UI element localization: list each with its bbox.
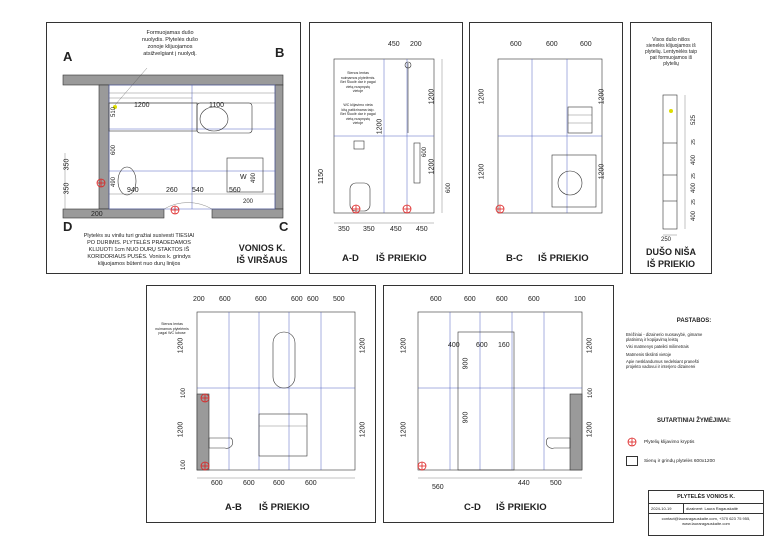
bc-dim-side-1200c: 1200 xyxy=(598,88,606,105)
ab-dim-top-600b: 600 xyxy=(255,296,267,303)
cd-view-drawing xyxy=(384,286,613,522)
bc-dim-side-1200b: 1200 xyxy=(478,163,486,180)
top-view-title-1: VONIOS K. xyxy=(238,243,286,253)
bc-title-suffix: IŠ PRIEKIO xyxy=(538,253,589,264)
ab-title-suffix: IŠ PRIEKIO xyxy=(259,502,310,513)
niche-panel xyxy=(630,22,712,274)
cd-dim-top-100: 100 xyxy=(574,296,586,303)
dim-260: 260 xyxy=(166,187,178,194)
legend-row-tiles xyxy=(626,456,762,466)
cd-dim-top-600d: 600 xyxy=(528,296,540,303)
cd-door-dim-160: 160 xyxy=(498,342,510,349)
dim-350a: 350 xyxy=(63,158,71,171)
ad-title: A-D xyxy=(342,253,359,264)
ab-dim-top-600c: 600 xyxy=(291,296,303,303)
project-date: 2024-10-19 xyxy=(649,504,684,513)
ab-dim-side-1200d: 1200 xyxy=(359,421,367,438)
contact-info: contact@lauraragauskaite.com, +370 623 75 955, www.lauraragauskaite.com xyxy=(661,516,751,526)
niche-dim-400a: 400 xyxy=(691,154,698,166)
dim-540: 540 xyxy=(192,187,204,194)
ab-dim-top-600a: 600 xyxy=(219,296,231,303)
corner-a: A xyxy=(63,49,73,64)
ab-dim-top-200: 200 xyxy=(193,296,205,303)
ab-dim-side-1200a: 1200 xyxy=(177,337,185,354)
cd-title: C-D xyxy=(464,502,481,513)
ab-dim-bottom-600c: 600 xyxy=(273,480,285,487)
ad-dim-side-1200c: 1200 xyxy=(376,118,384,135)
dim-1200: 1200 xyxy=(134,102,150,109)
ab-dim-bottom-600d: 600 xyxy=(305,480,317,487)
tile-swatch-icon xyxy=(626,456,638,466)
svg-text:W: W xyxy=(240,174,247,181)
bc-view-panel xyxy=(469,22,623,274)
niche-note: Visos dušo nišos sienelės klijuojamos iš plytelių. Lentynėlės taip pat formuojamos iš plytelių xyxy=(645,37,697,67)
ab-dim-top-500: 500 xyxy=(333,296,345,303)
niche-title: DUŠO NIŠA xyxy=(645,247,696,257)
niche-dim-25b: 25 xyxy=(690,173,697,179)
shower-note: Formuojamas dušo nuolydis. Plytelės dušo zonoje klijuojamos atsižvelgiant į nuolydį. xyxy=(142,30,198,57)
corner-b: B xyxy=(275,45,285,60)
notes-heading: PASTABOS: xyxy=(676,318,712,324)
cd-dim-bottom-440: 440 xyxy=(518,480,530,487)
ab-dim-side-1200b: 1200 xyxy=(177,421,185,438)
top-view-panel xyxy=(46,22,301,274)
wall-bottom-right xyxy=(212,209,283,218)
dim-200b: 200 xyxy=(243,199,254,205)
cd-dim-top-600a: 600 xyxy=(430,296,442,303)
legend-item-tiles: Sienų ir grindų plytelės 600x1200 xyxy=(644,458,715,464)
ad-dim-top-200: 200 xyxy=(410,41,422,48)
dim-940: 940 xyxy=(127,187,139,194)
niche-dim-400c: 400 xyxy=(691,210,698,222)
ab-view-panel xyxy=(146,285,376,523)
dim-350b: 350 xyxy=(63,182,71,195)
title-block-row xyxy=(649,504,763,514)
legend-section xyxy=(626,418,762,466)
wall-right xyxy=(275,85,283,209)
ad-view-panel xyxy=(309,22,463,274)
bc-dim-side-1200a: 1200 xyxy=(478,88,486,105)
ad-dim-side-1200a: 1200 xyxy=(428,88,436,105)
dim-1100: 1100 xyxy=(209,102,225,109)
top-view-title-2: IŠ VIRŠAUS xyxy=(236,255,288,265)
floor-note: Plytelės su vinilu turi gražiai susivesti TIESIAI PO DURIMIS. PLYTELĖS PRADEDAMOS KLIJUOTI 1cm NUO DURŲ STAKTOS IŠ KORIDORIAUS PUSĖS. Vonios k. grindys klijuojamos būtent nuo durų linijos xyxy=(83,233,195,267)
bc-view-drawing xyxy=(470,23,622,273)
legend-item-direction: Plytelių klijavimo kryptis xyxy=(644,439,695,445)
bc-dim-top-600b: 600 xyxy=(546,41,558,48)
dim-490b: 490 xyxy=(251,172,258,184)
dim-600: 600 xyxy=(111,144,118,156)
dim-200: 200 xyxy=(91,211,103,218)
ad-dim-bottom-450a: 450 xyxy=(390,226,402,233)
niche-title-suffix: IŠ PRIEKIO xyxy=(646,259,695,269)
cd-dim-side-1200c: 1200 xyxy=(586,337,594,354)
cd-dim-side-1200b: 1200 xyxy=(400,421,408,438)
legend-row-direction xyxy=(626,436,762,448)
ad-note-1: Stenos lentas nuimamos plytelėmis. Bet Šiuolė dar ir pagal vietą nuspręstų vietoje xyxy=(340,71,376,93)
wall-bottom-left xyxy=(63,209,164,218)
ab-dim-top-600d: 600 xyxy=(307,296,319,303)
project-title: PLYTELĖS VONIOS K. xyxy=(649,491,763,504)
notes-item-2: Visi matmenys pateikti milimetrais xyxy=(626,344,689,350)
wall-top xyxy=(63,75,283,85)
corner-d: D xyxy=(63,219,73,234)
ab-dim-side-100a: 100 xyxy=(181,387,188,399)
ad-note-2: WC klijavimo vieta kitą patikrinama taip. Bet Šiuolė dar ir pagal vietą nuspręstų vietoje xyxy=(340,103,376,125)
cd-door-dim-400: 400 xyxy=(448,342,460,349)
ab-dim-side-1200c: 1200 xyxy=(359,337,367,354)
ab-dim-side-100b: 100 xyxy=(181,459,188,471)
bc-dim-top-600c: 600 xyxy=(580,41,592,48)
niche-dim-25a: 25 xyxy=(690,139,697,145)
cd-mid-dim-900b: 900 xyxy=(462,411,470,424)
wall-left xyxy=(99,85,109,209)
cd-dim-bottom-560: 560 xyxy=(432,484,444,491)
tile-direction-icon xyxy=(626,436,638,448)
bc-title: B-C xyxy=(506,253,523,264)
ad-dim-side-1200b: 1200 xyxy=(428,158,436,175)
corner-c: C xyxy=(279,219,289,234)
legend-heading: SUTARTINIAI ŽYMĖJIMAI: xyxy=(657,418,731,424)
cd-view-panel xyxy=(383,285,614,523)
ad-dim-side-600a: 600 xyxy=(422,146,429,158)
title-block xyxy=(648,490,764,536)
cd-dim-bottom-500: 500 xyxy=(550,480,562,487)
cd-dim-top-600c: 600 xyxy=(496,296,508,303)
ad-dim-top-450: 450 xyxy=(388,41,400,48)
ad-dim-side-600b: 600 xyxy=(446,182,453,194)
ad-dim-side-1150: 1150 xyxy=(318,168,326,185)
ab-title: A-B xyxy=(225,502,242,513)
ad-view-drawing xyxy=(310,23,462,273)
ad-title-suffix: IŠ PRIEKIO xyxy=(376,253,427,264)
cd-title-suffix: IŠ PRIEKIO xyxy=(496,502,547,513)
ad-dim-bottom-450b: 450 xyxy=(416,226,428,233)
bc-dim-top-600a: 600 xyxy=(510,41,522,48)
cd-door-dim-600: 600 xyxy=(476,342,488,349)
cd-dim-side-1200a: 1200 xyxy=(400,337,408,354)
cd-dim-side-1200d: 1200 xyxy=(586,421,594,438)
ab-note: Stenos lentas nuimamos plytelėmis pagal WC lubose xyxy=(155,322,189,335)
dim-490: 490 xyxy=(111,176,118,188)
ab-dim-bottom-600a: 600 xyxy=(211,480,223,487)
designer-name: dizainerė: Laura Ragauskaitė xyxy=(686,506,739,511)
notes-item-4: Apie nesklandumus nedelsiant pranešti projekto vadovui ir interjero dizainerei xyxy=(626,358,699,370)
ad-dim-bottom-350b: 350 xyxy=(363,226,375,233)
notes-item-1: Brėžiniai - dizainerio nuosavybė, gimame platinimą ir kopijavimą leistų xyxy=(626,332,703,343)
cd-dim-top-600b: 600 xyxy=(464,296,476,303)
notes-item-3: Matmenis tikslinti vietoje xyxy=(626,351,672,357)
dim-510: 510 xyxy=(111,106,118,118)
niche-dim-525: 525 xyxy=(691,114,698,126)
notes-section xyxy=(626,318,762,369)
bc-dim-side-1200d: 1200 xyxy=(598,163,606,180)
dim-560: 560 xyxy=(229,187,241,194)
niche-dim-400b: 400 xyxy=(691,182,698,194)
ad-dim-bottom-350a: 350 xyxy=(338,226,350,233)
cd-dim-side-100: 100 xyxy=(588,387,595,399)
niche-dim-25c: 25 xyxy=(690,199,697,205)
ab-dim-bottom-600b: 600 xyxy=(243,480,255,487)
niche-dim-250: 250 xyxy=(661,237,672,243)
cd-mid-dim-900a: 900 xyxy=(462,357,470,370)
